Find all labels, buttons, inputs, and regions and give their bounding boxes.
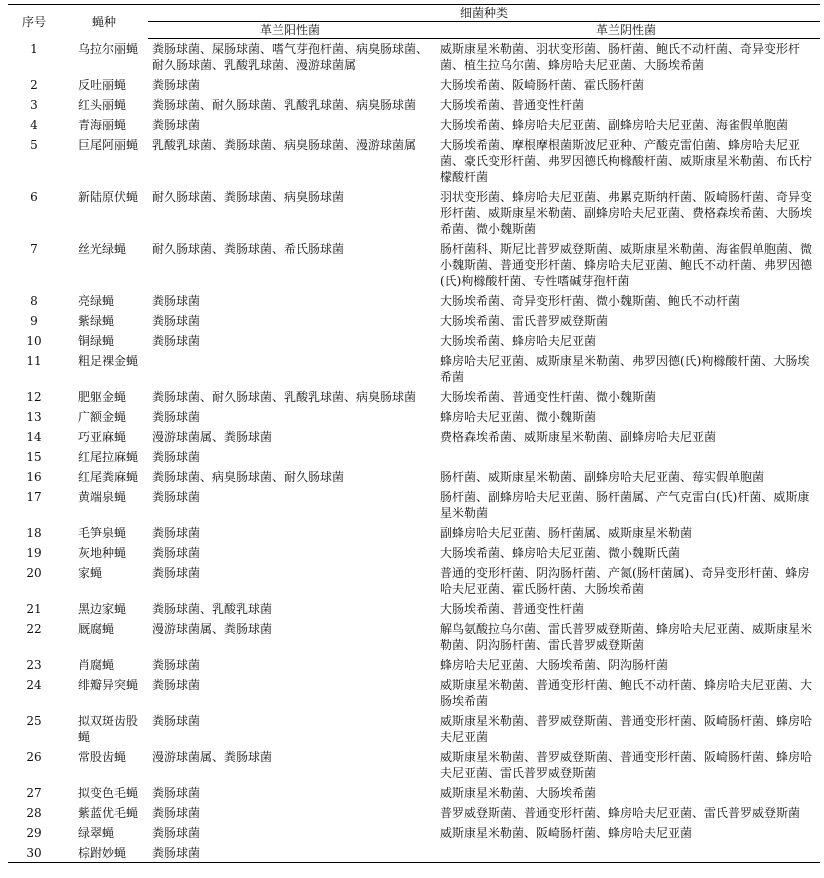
fly-species-cell: 家蝇 <box>78 566 103 580</box>
row-number: 10 <box>26 334 42 348</box>
gram-positive-cell <box>148 351 432 387</box>
fly-species-cell: 拟变色毛蝇 <box>78 786 139 800</box>
table-row <box>8 239 820 291</box>
row-number: 4 <box>30 118 38 132</box>
table-row <box>8 447 820 467</box>
row-number: 19 <box>26 546 42 560</box>
gram-negative-cell: 大肠埃希菌、普通变性杆菌 <box>440 98 585 112</box>
table-row <box>8 803 820 823</box>
table-row <box>8 711 820 747</box>
gram-positive-cell: 粪肠球菌 <box>152 334 201 348</box>
table-row <box>8 311 820 331</box>
table-row <box>8 331 820 351</box>
gram-negative-cell: 威斯康星米勒菌、羽状变形菌、肠杆菌、鲍氏不动杆菌、奇异变形杆菌、植生拉乌尔菌、蜂房哈夫尼亚菌、大肠埃希菌 <box>440 42 801 72</box>
table-row <box>8 655 820 675</box>
gram-positive-cell: 粪肠球菌 <box>152 450 201 464</box>
fly-species-cell: 灰地种蝇 <box>78 546 127 560</box>
gram-negative-cell: 蜂房哈夫尼亚菌、威斯康星米勒菌、弗罗因德(氏)枸橼酸杆菌、大肠埃希菌 <box>440 354 810 384</box>
row-number: 2 <box>30 78 38 92</box>
gram-negative-cell: 费格森埃希菌、威斯康星米勒菌、副蜂房哈夫尼亚菌 <box>440 430 717 444</box>
gram-negative-cell: 威斯康星米勒菌、阪崎肠杆菌、蜂房哈夫尼亚菌 <box>440 826 693 840</box>
row-number: 22 <box>26 622 42 636</box>
fly-species-cell: 紫绿蝇 <box>78 314 115 328</box>
table-row <box>8 427 820 447</box>
fly-species-cell: 黑边家蝇 <box>78 602 127 616</box>
gram-positive-cell: 粪肠球菌 <box>152 658 201 672</box>
row-number: 21 <box>26 602 42 616</box>
gram-negative-cell: 大肠埃希菌、蜂房哈夫尼亚菌、微小魏斯氏菌 <box>440 546 681 560</box>
gram-positive-cell: 粪肠球菌 <box>152 526 201 540</box>
gram-positive-cell: 粪肠球菌 <box>152 566 201 580</box>
gram-negative-cell: 大肠埃希菌、奇异变形杆菌、微小魏斯菌、鲍氏不动杆菌 <box>440 294 741 308</box>
fly-species-cell: 黄端泉蝇 <box>78 490 127 504</box>
table-body <box>8 39 820 863</box>
row-number: 30 <box>8 843 60 863</box>
fly-species-cell: 亮绿蝇 <box>78 294 115 308</box>
gram-negative-cell: 蜂房哈夫尼亚菌、大肠埃希菌、阴沟肠杆菌 <box>440 658 669 672</box>
table-row <box>8 543 820 563</box>
gram-negative-cell: 羽状变形菌、蜂房哈夫尼亚菌、弗累克斯纳杆菌、阪崎肠杆菌、奇异变形杆菌、威斯康星米勒菌、副蜂房哈夫尼亚菌、费格森埃希菌、大肠埃希菌、微小魏斯菌 <box>440 190 813 236</box>
fly-species-cell: 绯瓣异突蝇 <box>78 678 139 692</box>
bacteria-table <box>8 4 820 863</box>
row-number: 20 <box>26 566 42 580</box>
gram-negative-cell: 大肠埃希菌、摩根摩根菌斯波尼亚种、产酸克雷伯菌、蜂房哈夫尼亚菌、豪氏变形杆菌、弗罗因德氏枸橼酸杆菌、威斯康星米勒菌、布氏柠檬酸杆菌 <box>440 138 813 184</box>
gram-positive-cell: 粪肠球菌 <box>152 294 201 308</box>
table-row <box>8 135 820 187</box>
table-row <box>8 39 820 76</box>
row-number: 15 <box>26 450 42 464</box>
gram-negative-cell: 大肠埃希菌、普通变性杆菌、微小魏斯菌 <box>440 390 657 404</box>
gram-positive-cell: 粪肠球菌、乳酸乳球菌 <box>152 602 273 616</box>
gram-negative-cell <box>432 843 820 863</box>
table-row <box>8 407 820 427</box>
row-number: 25 <box>26 714 42 728</box>
table-row <box>8 115 820 135</box>
gram-positive-cell: 粪肠球菌 <box>152 546 201 560</box>
gram-negative-cell: 蜂房哈夫尼亚菌、微小魏斯菌 <box>440 410 597 424</box>
fly-species-cell: 紫蓝优毛蝇 <box>78 806 139 820</box>
table-row <box>8 467 820 487</box>
fly-species-cell: 巧亚麻蝇 <box>78 430 127 444</box>
gram-negative-cell: 普通的变形杆菌、阴沟肠杆菌、产氮(肠杆菌属)、奇异变形杆菌、蜂房哈夫尼亚菌、霍氏肠杆菌、大肠埃希菌 <box>440 566 810 596</box>
fly-species-cell: 肖腐蝇 <box>78 658 115 672</box>
fly-species-cell: 绿翠蝇 <box>78 826 115 840</box>
gram-negative-cell: 肠杆菌、副蜂房哈夫尼亚菌、肠杆菌属、产气克雷白(氏)杆菌、威斯康星米勒菌 <box>440 490 810 520</box>
table-row <box>8 187 820 239</box>
fly-species-cell: 毛笋泉蝇 <box>78 526 127 540</box>
fly-species-cell: 青海丽蝇 <box>78 118 127 132</box>
row-number: 13 <box>26 410 42 424</box>
table-row <box>8 619 820 655</box>
gram-positive-cell: 粪肠球菌 <box>152 786 201 800</box>
row-number: 12 <box>26 390 42 404</box>
fly-species-cell: 红头丽蝇 <box>78 98 127 112</box>
gram-negative-cell: 大肠埃希菌、蜂房哈夫尼亚菌 <box>440 334 597 348</box>
row-number: 28 <box>26 806 42 820</box>
fly-species-cell: 巨尾阿丽蝇 <box>78 138 139 152</box>
row-number: 24 <box>26 678 42 692</box>
row-number: 23 <box>26 658 42 672</box>
gram-positive-cell: 耐久肠球菌、粪肠球菌、病臭肠球菌 <box>152 190 345 204</box>
row-number: 18 <box>26 526 42 540</box>
gram-positive-cell: 粪肠球菌 <box>148 843 432 863</box>
gram-negative-cell: 威斯康星米勒菌、普罗威登斯菌、普通变形杆菌、阪崎肠杆菌、蜂房哈夫尼亚菌、雷氏普罗威登斯菌 <box>440 750 813 780</box>
table-row <box>8 823 820 843</box>
fly-species-cell: 常股齿蝇 <box>78 750 127 764</box>
row-number: 26 <box>26 750 42 764</box>
row-number: 29 <box>26 826 42 840</box>
gram-negative-cell: 大肠埃希菌、阪崎肠杆菌、霍氏肠杆菌 <box>440 78 645 92</box>
row-number: 5 <box>30 138 38 152</box>
gram-positive-cell: 漫游球菌属、粪肠球菌 <box>152 430 273 444</box>
gram-positive-cell: 粪肠球菌 <box>152 314 201 328</box>
gram-positive-cell: 粪肠球菌、病臭肠球菌、耐久肠球菌 <box>152 470 345 484</box>
fly-species-cell: 肥躯金蝇 <box>78 390 127 404</box>
gram-negative-cell: 大肠埃希菌、普通变性杆菌 <box>440 602 585 616</box>
gram-positive-cell: 粪肠球菌、耐久肠球菌、乳酸乳球菌、病臭肠球菌 <box>152 98 417 112</box>
fly-species-cell: 棕跗妙蝇 <box>60 843 148 863</box>
row-number: 9 <box>30 314 38 328</box>
fly-species-cell: 反吐丽蝇 <box>78 78 127 92</box>
gram-positive-cell: 粪肠球菌、耐久肠球菌、乳酸乳球菌、病臭肠球菌 <box>152 390 417 404</box>
row-number: 7 <box>30 242 38 256</box>
gram-positive-cell: 粪肠球菌 <box>152 410 201 424</box>
gram-negative-cell: 普罗威登斯菌、普通变形杆菌、蜂房哈夫尼亚菌、雷氏普罗威登斯菌 <box>440 806 801 820</box>
gram-negative-cell: 大肠埃希菌、雷氏普罗威登斯菌 <box>440 314 609 328</box>
header-no: 序号 <box>8 5 60 39</box>
row-number: 17 <box>26 490 42 504</box>
gram-negative-cell: 威斯康星米勒菌、大肠埃希菌 <box>440 786 597 800</box>
gram-positive-cell: 粪肠球菌 <box>152 714 201 728</box>
gram-positive-cell: 耐久肠球菌、粪肠球菌、希氏肠球菌 <box>152 242 345 256</box>
header-fly-species: 蝇种 <box>60 5 148 39</box>
fly-species-cell: 拟双斑齿股蝇 <box>78 714 139 744</box>
table-row <box>8 387 820 407</box>
header-gram-negative: 革兰阴性菌 <box>432 22 820 39</box>
table-row <box>8 563 820 599</box>
header-bacteria-species: 细菌种类 <box>148 5 820 22</box>
table-row <box>8 487 820 523</box>
gram-positive-cell: 粪肠球菌、屎肠球菌、嗜气芽孢杆菌、病臭肠球菌、耐久肠球菌、乳酸乳球菌、漫游球菌属 <box>152 42 429 72</box>
gram-positive-cell: 粪肠球菌 <box>152 118 201 132</box>
gram-positive-cell: 粪肠球菌 <box>152 78 201 92</box>
gram-positive-cell: 粪肠球菌 <box>152 826 201 840</box>
table-header <box>8 5 820 39</box>
row-number: 16 <box>26 470 42 484</box>
fly-species-cell: 铜绿蝇 <box>78 334 115 348</box>
table-row <box>8 351 820 387</box>
row-number: 1 <box>30 41 38 56</box>
gram-negative-cell: 大肠埃希菌、蜂房哈夫尼亚菌、副蜂房哈夫尼亚菌、海雀假单胞菌 <box>440 118 789 132</box>
row-number: 3 <box>30 98 38 112</box>
table-row <box>8 599 820 619</box>
gram-negative-cell: 肠杆菌、威斯康星米勒菌、副蜂房哈夫尼亚菌、莓实假单胞菌 <box>440 470 765 484</box>
gram-negative-cell: 威斯康星米勒菌、普通变形杆菌、鲍氏不动杆菌、蜂房哈夫尼亚菌、大肠埃希菌 <box>440 678 813 708</box>
gram-positive-cell: 乳酸乳球菌、粪肠球菌、病臭肠球菌、漫游球菌属 <box>152 138 417 152</box>
gram-positive-cell: 漫游球菌属、粪肠球菌 <box>152 622 273 636</box>
fly-species-cell: 乌拉尔丽蝇 <box>78 41 139 56</box>
gram-positive-cell: 漫游球菌属、粪肠球菌 <box>152 750 273 764</box>
gram-positive-cell: 粪肠球菌 <box>152 678 201 692</box>
fly-species-cell: 广额金蝇 <box>78 410 127 424</box>
gram-negative-cell: 肠杆菌科、斯尼比普罗威登斯菌、威斯康星米勒菌、海雀假单胞菌、微小魏斯菌、普通变形杆菌、蜂房哈夫尼亚菌、鲍氏不动杆菌、弗罗因德(氏)枸橼酸杆菌、专性嗜碱芽孢杆菌 <box>440 242 813 288</box>
row-number: 11 <box>26 354 42 368</box>
gram-negative-cell: 解鸟氨酸拉乌尔菌、雷氏普罗威登斯菌、蜂房哈夫尼亚菌、威斯康星米勒菌、阴沟肠杆菌、雷氏普罗威登斯菌 <box>440 622 813 652</box>
table-row <box>8 75 820 95</box>
gram-positive-cell: 粪肠球菌 <box>152 490 201 504</box>
header-gram-positive: 革兰阳性菌 <box>148 22 432 39</box>
table-row <box>8 843 820 863</box>
gram-positive-cell: 粪肠球菌 <box>152 806 201 820</box>
fly-species-cell: 新陆原伏蝇 <box>78 190 139 204</box>
gram-negative-cell <box>432 447 820 467</box>
row-number: 6 <box>30 190 38 204</box>
row-number: 8 <box>30 294 38 308</box>
row-number: 14 <box>26 430 42 444</box>
row-number: 27 <box>26 786 42 800</box>
fly-species-cell: 厩腐蝇 <box>78 622 115 636</box>
table-row <box>8 95 820 115</box>
table-row <box>8 747 820 783</box>
table-row <box>8 783 820 803</box>
gram-negative-cell: 副蜂房哈夫尼亚菌、肠杆菌属、威斯康星米勒菌 <box>440 526 693 540</box>
gram-negative-cell: 威斯康星米勒菌、普罗威登斯菌、普通变形杆菌、阪崎肠杆菌、蜂房哈夫尼亚菌 <box>440 714 813 744</box>
fly-species-cell: 粗足裸金蝇 <box>78 354 139 368</box>
table-row <box>8 523 820 543</box>
table-row <box>8 291 820 311</box>
fly-species-cell: 丝光绿蝇 <box>78 242 127 256</box>
fly-species-cell: 红尾拉麻蝇 <box>78 450 139 464</box>
fly-species-cell: 红尾粪麻蝇 <box>78 470 139 484</box>
table-row <box>8 675 820 711</box>
